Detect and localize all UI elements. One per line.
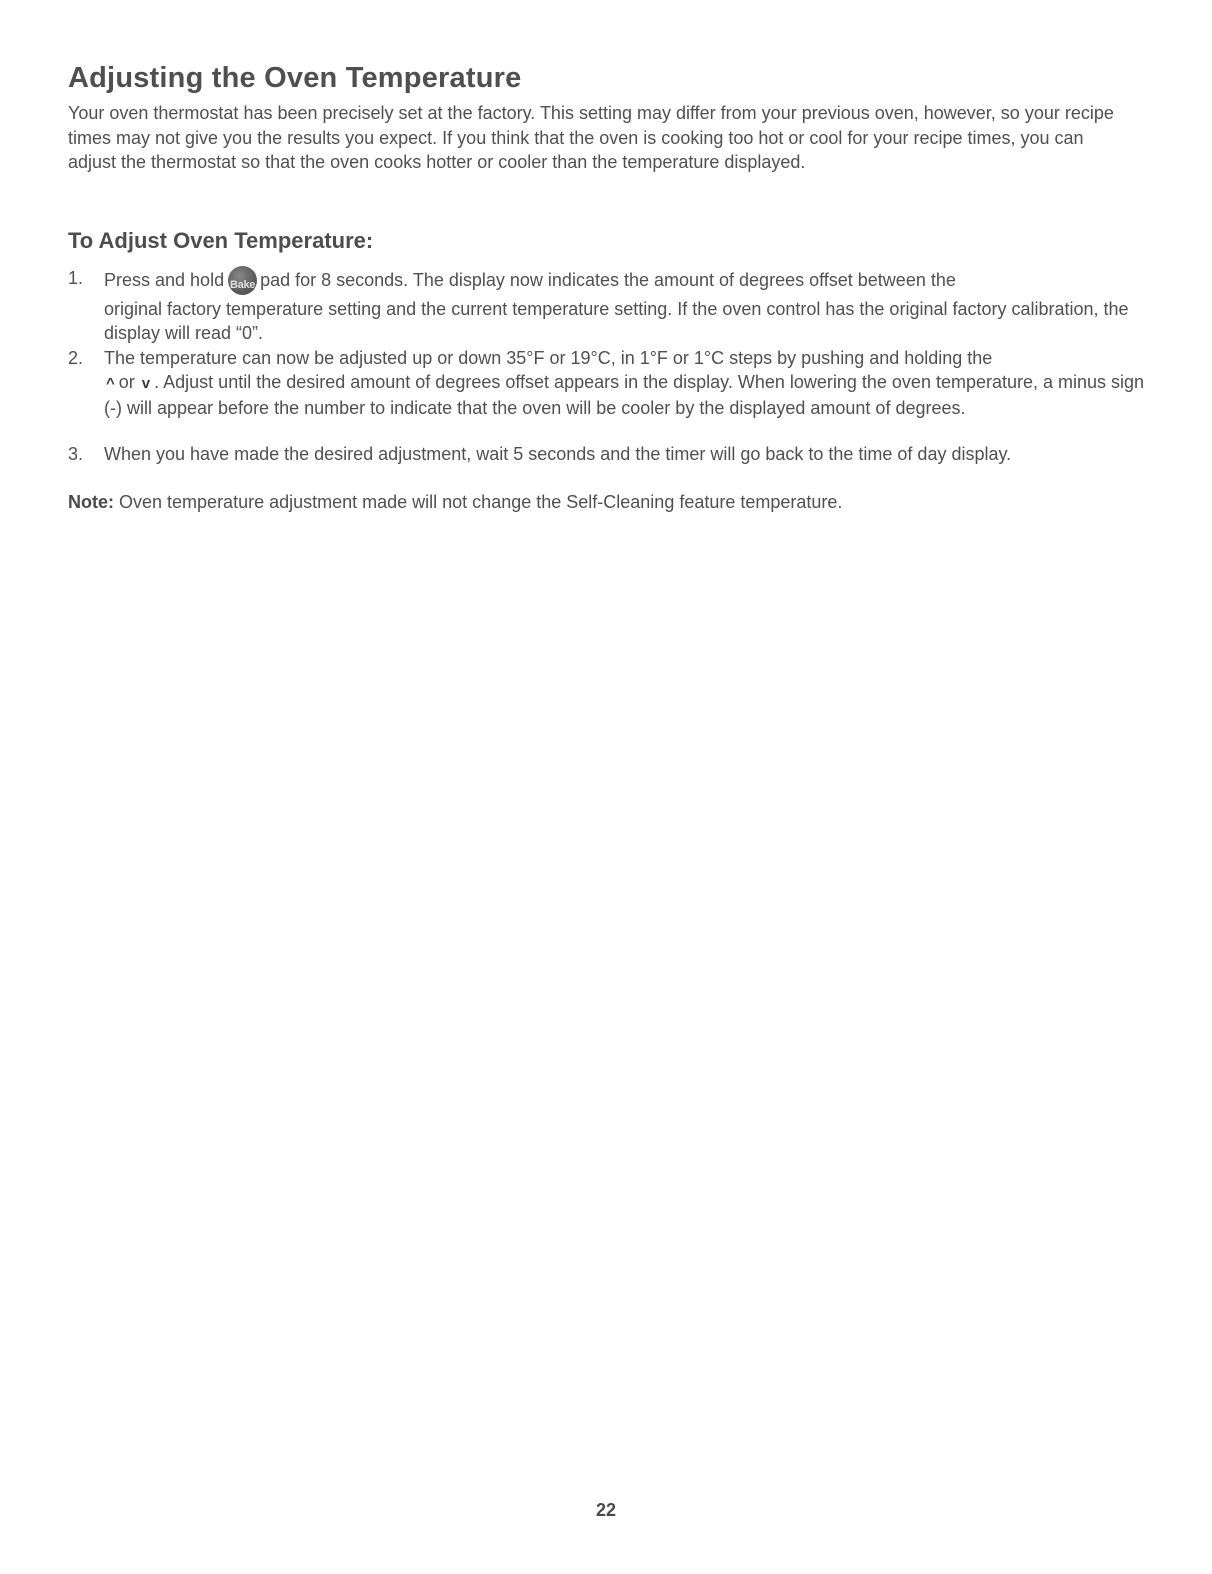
- note-label: Note:: [68, 492, 114, 512]
- step-text: or: [118, 372, 135, 392]
- step-text: pad for 8 seconds. The display now indicates the amount of degrees offset between the: [260, 270, 956, 290]
- step-number: 2.: [68, 348, 84, 368]
- page-number: 22: [595, 1500, 617, 1520]
- step-text: When you have made the desired adjustment, wait 5 seconds and the timer will go back to the time of day display.: [104, 444, 1012, 464]
- step-body: [104, 442, 1148, 466]
- step-2: [68, 346, 1148, 420]
- intro-paragraph: Your oven thermostat has been precisely set at the factory. This setting may differ from your previous oven, however, so your recipe times may not give you the results you expect. If you think that the oven is cooking too hot or cool for your recipe times, you can adjust the thermostat so that the oven cooks hotter or cooler than the temperature displayed.: [68, 103, 1114, 172]
- step-text: original factory temperature setting and the current temperature setting. If the oven control has the original factory calibration, the display will read “0”.: [104, 299, 1129, 343]
- step-text: Press and hold: [104, 270, 225, 290]
- page-title: Adjusting the Oven Temperature: [68, 62, 522, 94]
- step-text: . Adjust until the desired amount of degrees offset appears in the display. When lowering the oven temperature, a minus sign (-) will appear before the number to indicate that the oven will be cooler by the displayed amount of degrees.: [104, 372, 1145, 418]
- step-body: [104, 346, 1148, 420]
- note: [68, 490, 842, 514]
- step-number: 1.: [68, 268, 84, 288]
- step-3: [68, 442, 1148, 466]
- bake-pad-label: Bake: [230, 279, 256, 291]
- note-text: Oven temperature adjustment made will not change the Self-Cleaning feature temperature.: [119, 492, 843, 512]
- step-number: 3.: [68, 444, 84, 464]
- step-1-first-line: [104, 266, 1148, 297]
- bake-pad-icon: [228, 266, 257, 295]
- down-arrow-icon: v: [141, 375, 151, 392]
- section-subheading: To Adjust Oven Temperature:: [68, 228, 374, 253]
- step-body: [104, 266, 1148, 345]
- up-arrow-icon: ^: [106, 375, 115, 392]
- step-text: The temperature can now be adjusted up or down 35°F or 19°C, in 1°F or 1°C steps by pushing and holding the: [104, 348, 993, 368]
- step-1: [68, 266, 1148, 345]
